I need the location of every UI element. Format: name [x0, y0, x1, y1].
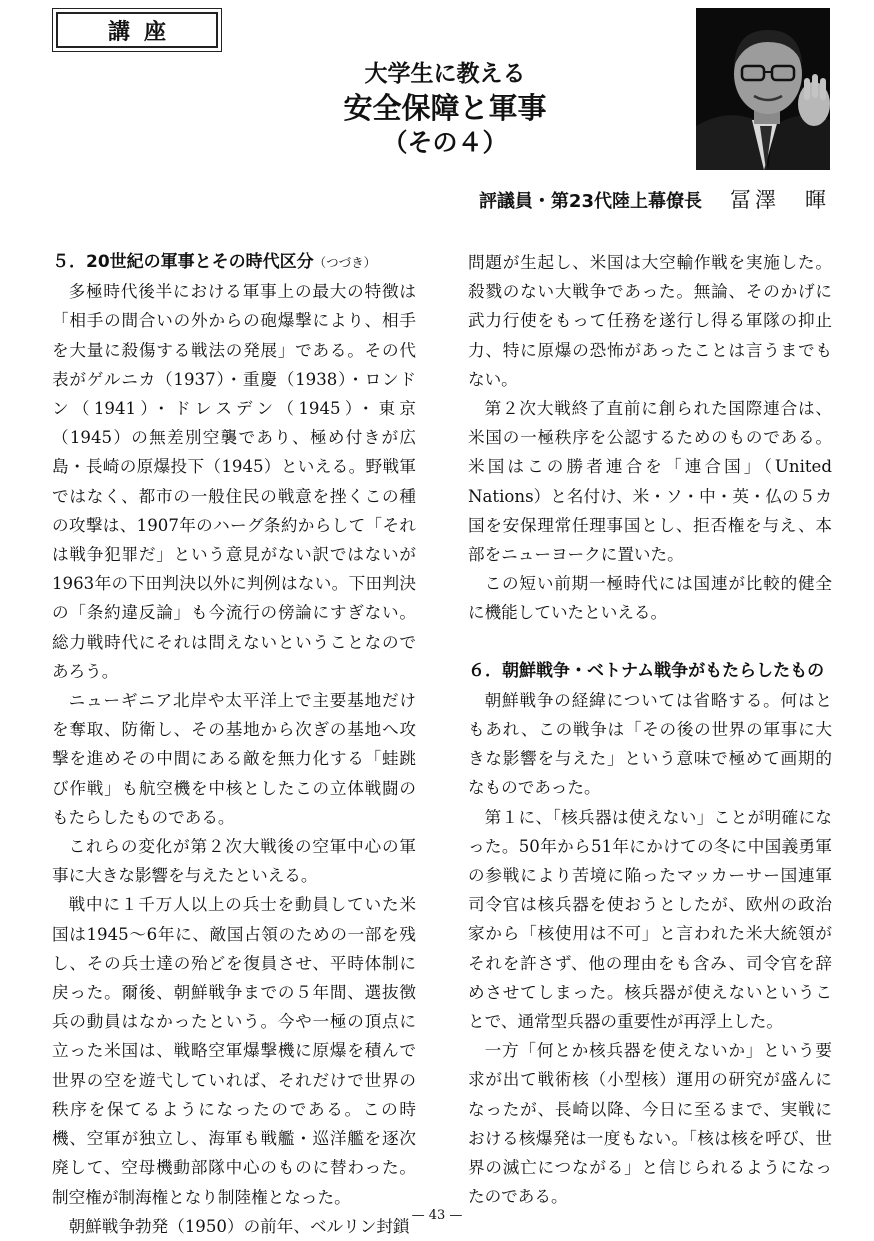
- section-gap: [468, 628, 832, 657]
- paragraph: 多極時代後半における軍事上の最大の特徴は「相手の間合いの外からの砲爆撃により、相手を大量に殺傷する戦法の発展」である。その代表がゲルニカ（1937）・重慶（1938）・ロンドン（1941）・ドレスデン（1945）・東京（1945）の無差別空襲であり、極め付きが広島・長崎の原爆投下（1945）といえる。野戦軍ではなく、都市の一般住民の戦意を挫くこの種の攻撃は、1907年のハーグ条約からして「それは戦争犯罪だ」という意見がない訳ではないが1963年の下田判決以外に判例はない。下田判決の「条約違反論」も今流行の傍論にすぎない。総力戦時代にそれは問えないということなのであろう。: [52, 282, 416, 681]
- author-role: 評議員・第23代陸上幕僚長: [478, 191, 702, 212]
- paragraph: 一方「何とか核兵器を使えないか」という要求が出て戦術核（小型核）運用の研究が盛んになったが、長崎以降、今日に至るまで、実戦における核爆発は一度もない。「核は核を呼び、世界の滅亡につながる」と信じられるようになったのである。: [468, 1041, 832, 1207]
- section-heading-5-text: ５．20世紀の軍事とその時代区分: [52, 252, 314, 272]
- paragraph: 戦中に１千万人以上の兵士を動員していた米国は1945～6年に、敵国占領のための一部を残し、その兵士達の殆どを復員させ、平時体制に戻った。爾後、朝鮮戦争までの５年間、選抜徴兵の動員はなかったという。今や一極の頂点に立った米国は、戦略空軍爆撃機に原爆を積んで世界の空を遊弋していれば、それだけで世界の秩序を保てるようになったのである。この時機、空軍が独立し、海軍も戦艦・巡洋艦を逐次廃して、空母機動部隊中心のものに替わった。制空権が制海権となり制陸権となった。: [52, 895, 416, 1207]
- paragraph: 第１に、「核兵器は使えない」ことが明確になった。50年から51年にかけての冬に中国義勇軍の参戦により苦境に陥ったマッカーサー国連軍司令官は核兵器を使おうとしたが、欧州の政治家から「核使用は不可」と言われた米大統領がそれを許さず、他の理由をも含み、司令官を辞めさせてしまった。核兵器が使えないということで、通常型兵器の重要性が再浮上した。: [468, 807, 832, 1032]
- title-line-1: 大学生に教える: [364, 61, 526, 87]
- paragraph: 第２次大戦終了直前に創られた国際連合は、米国の一極秩序を公認するためのものである。米国はこの勝者連合を「連合国」（United Nations）と名付け、米・ソ・中・英・仏の５カ国を安保理常任理事国とし、拒否権を与え、本部をニューヨークに置いた。: [468, 399, 832, 565]
- article-title: [300, 58, 590, 160]
- paragraph: 朝鮮戦争勃発（1950）の前年、ベルリン封鎖: [68, 1216, 410, 1236]
- portrait-illustration: [696, 8, 830, 170]
- section-heading-5-sub: （つづき）: [313, 255, 377, 270]
- right-column: [468, 248, 832, 1212]
- section-badge: [52, 8, 222, 52]
- paragraph: これらの変化が第２次大戦後の空軍中心の軍事に大きな影響を与えたといえる。: [52, 837, 416, 886]
- left-column: [52, 248, 416, 1241]
- section-heading-6: ６．朝鮮戦争・ベトナム戦争がもたらしたもの: [468, 660, 825, 681]
- title-line-3: （その４）: [382, 128, 508, 157]
- paragraph: 朝鮮戦争の経緯については省略する。何はともあれ、この戦争は「その後の世界の軍事に大きな影響を与えた」という意味で極めて画期的なものであった。: [468, 690, 832, 798]
- paragraph: 問題が生起し、米国は大空輸作戦を実施した。殺戮のない大戦争であった。無論、そのかげに武力行使をもって任務を遂行し得る軍隊の抑止力、特に原爆の恐怖があったことは言うまでもない。: [468, 253, 832, 389]
- section-heading-5: [52, 248, 416, 277]
- author-portrait: [696, 8, 830, 170]
- title-line-2: 安全保障と軍事: [343, 91, 547, 125]
- author-line: [479, 184, 830, 214]
- paragraph: ニューギニア北岸や太平洋上で主要基地だけを奪取、防衛し、その基地から次ぎの基地へ攻撃を進めその中間にある敵を無力化する「蛙跳び作戦」も航空機を中核としたこの立体戦闘のもたらしたものである。: [52, 691, 416, 827]
- page-number: — 43 —: [411, 1208, 463, 1223]
- author-name: 冨澤 暉: [730, 188, 830, 212]
- paragraph: この短い前期一極時代には国連が比較的健全に機能していたといえる。: [468, 574, 832, 623]
- section-badge-label: 講座: [56, 12, 218, 48]
